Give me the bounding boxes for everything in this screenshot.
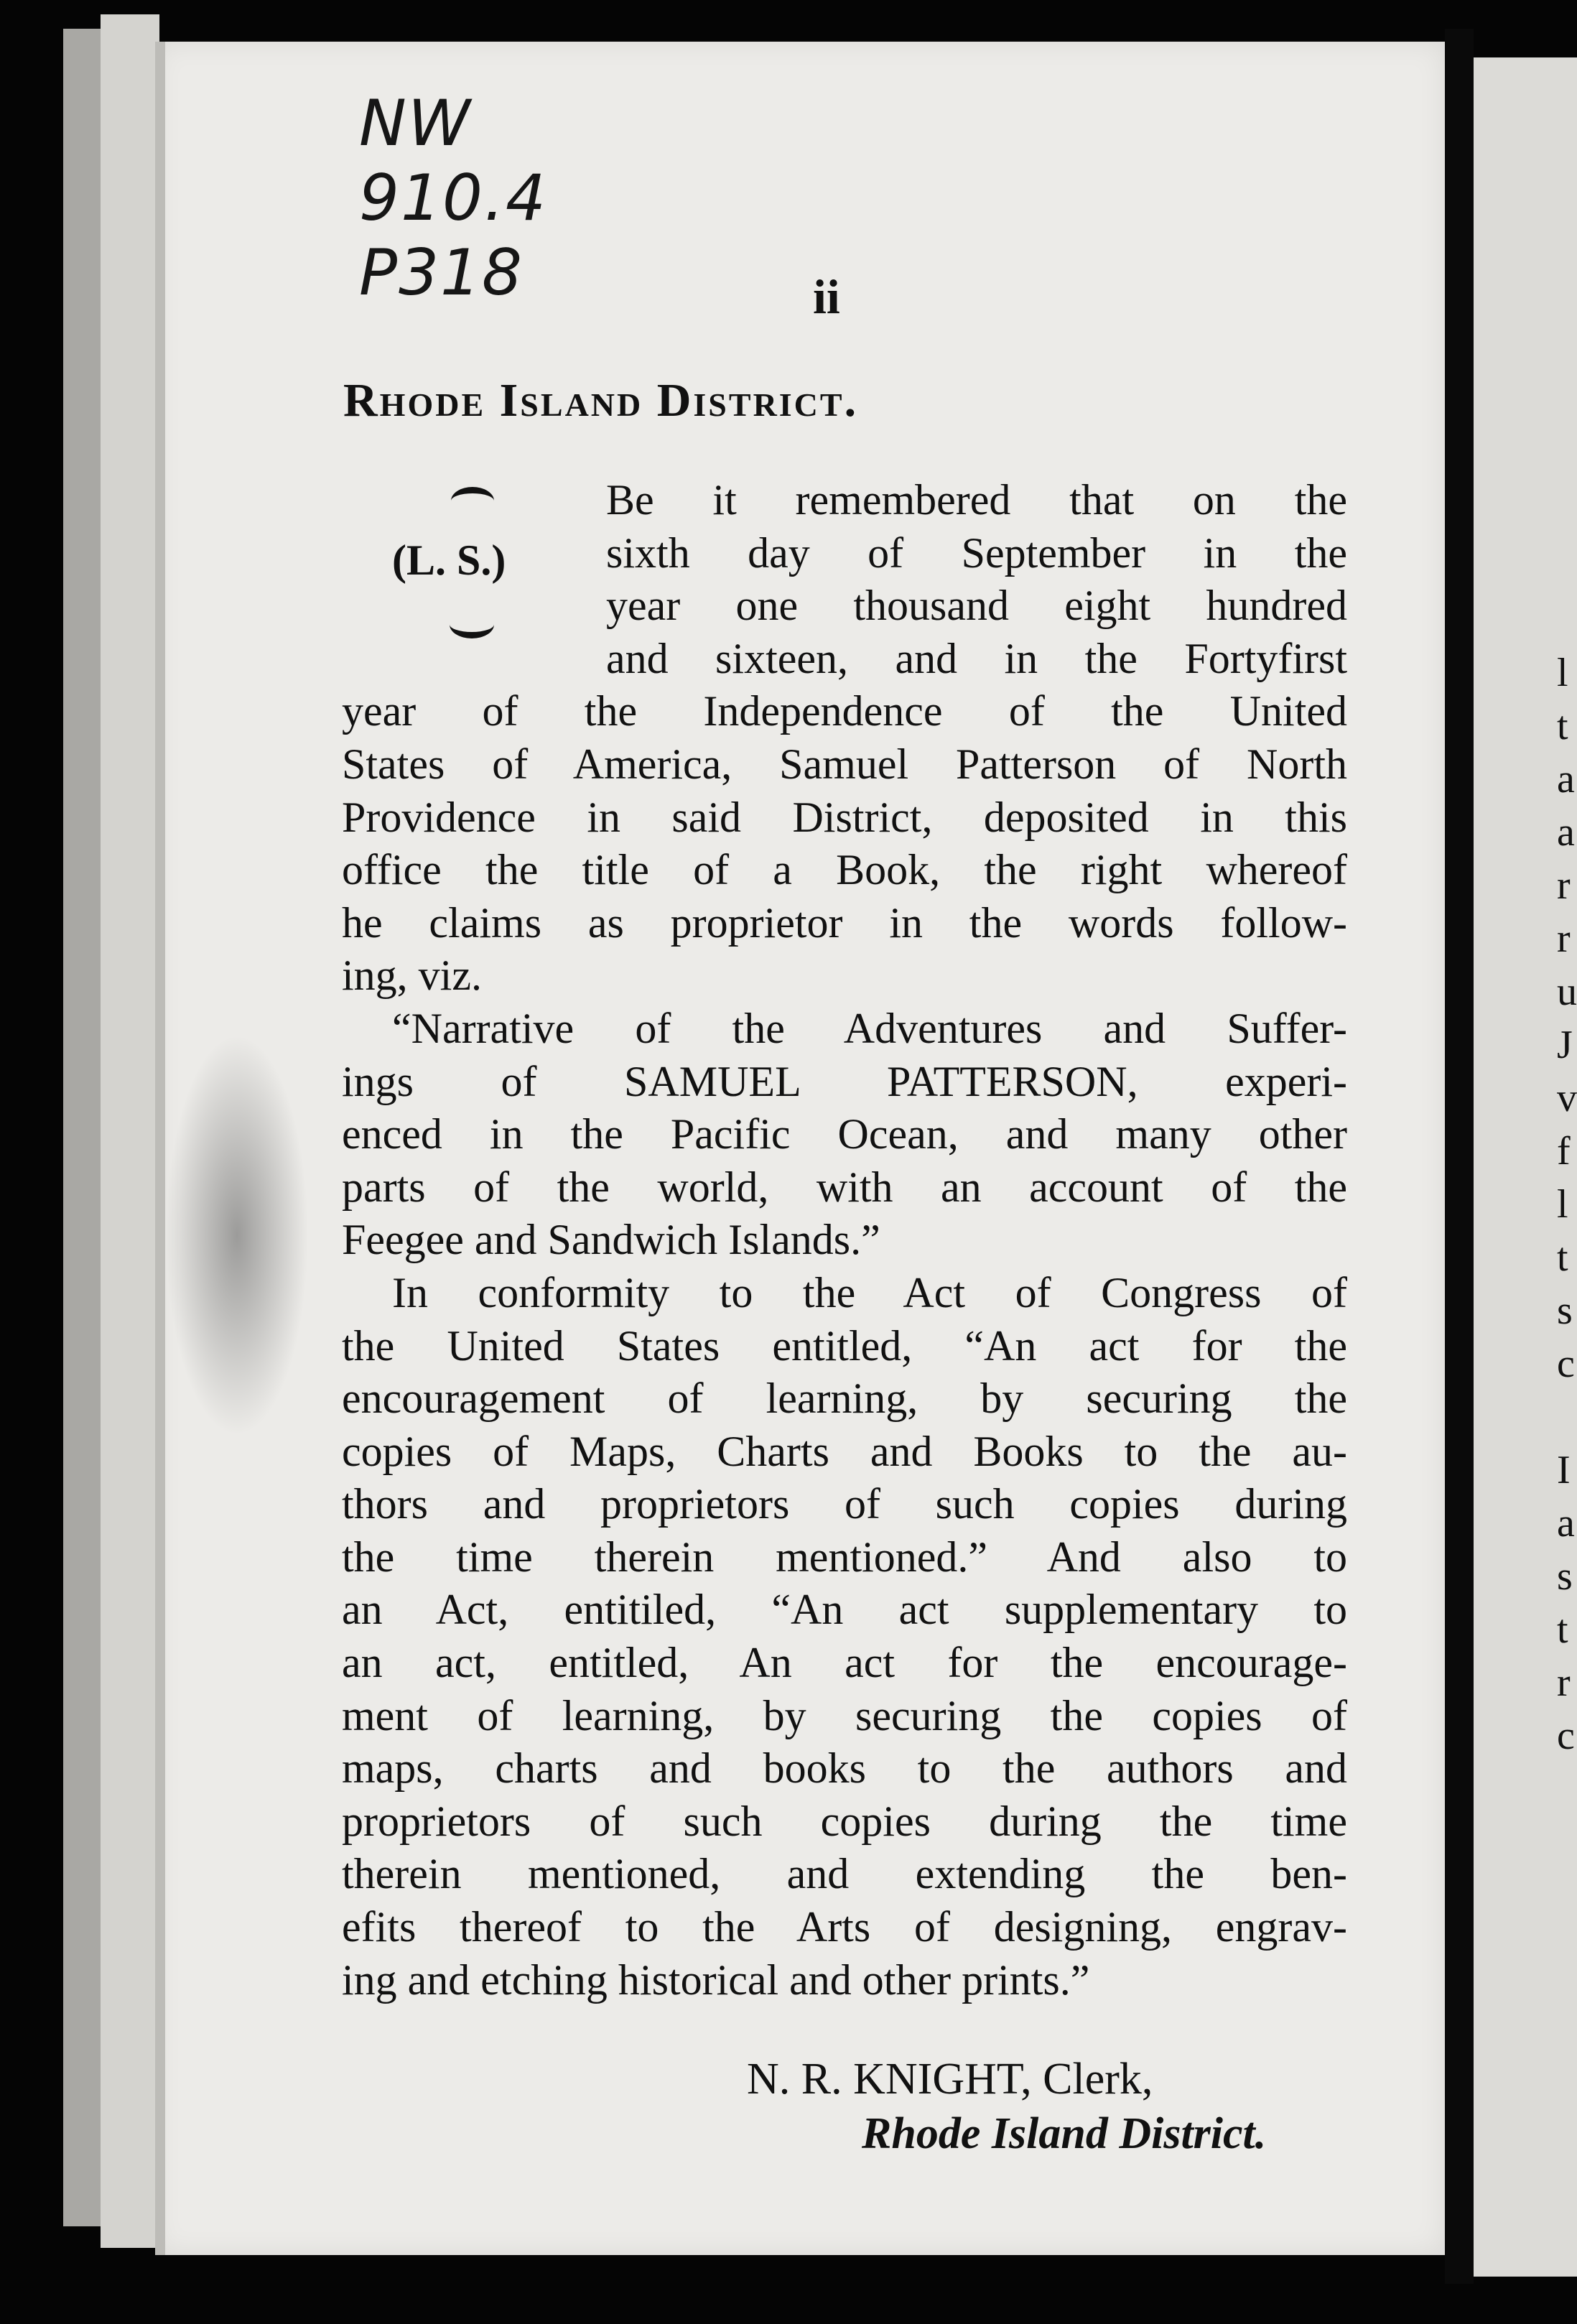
text-line: proprietors of such copies during the time — [342, 1797, 1347, 1845]
left-page-edge-light — [101, 14, 159, 2248]
facing-letter: J — [1557, 1023, 1573, 1067]
shelf-mark-line: 910.4 — [359, 161, 547, 235]
facing-page-text — [1557, 646, 1577, 1762]
text-line: Providence in said District, deposited in this — [342, 793, 1347, 841]
facing-letter: s — [1557, 1554, 1573, 1599]
facing-letter: r — [1557, 1660, 1571, 1705]
facing-letter: I — [1557, 1448, 1571, 1492]
text-line: he claims as proprietor in the words follow- — [342, 898, 1347, 947]
page-edge-shadow — [155, 42, 165, 2255]
text-line: Feegee and Sandwich Islands.” — [342, 1216, 880, 1264]
text-line: encouragement of learning, by securing the — [342, 1375, 1347, 1423]
shelf-mark-line: NW — [359, 86, 472, 160]
text-line: thors and proprietors of such copies during — [342, 1480, 1347, 1528]
facing-letter: v — [1557, 1076, 1577, 1120]
facing-letter: l — [1557, 651, 1568, 695]
text-line: an act, entitled, An act for the encourage- — [342, 1639, 1347, 1687]
facing-letter: a — [1557, 1501, 1575, 1546]
copyright-notice-body — [342, 474, 1347, 2007]
facing-letter: a — [1557, 810, 1575, 855]
facing-letter — [1557, 1390, 1577, 1444]
book-gutter — [1445, 29, 1474, 2284]
page-stain — [165, 1034, 309, 1436]
facing-letter: a — [1557, 757, 1575, 801]
text-line: office the title of a Book, the right whereof — [342, 846, 1347, 894]
facing-letter: l — [1557, 1182, 1568, 1227]
text-line: ment of learning, by securing the copies of — [342, 1691, 1347, 1739]
text-line: ing, viz. — [342, 952, 482, 1000]
text-line: In conformity to the Act of Congress of — [392, 1268, 1347, 1316]
facing-letter: c — [1557, 1714, 1575, 1758]
text-line: enced in the Pacific Ocean, and many other — [342, 1110, 1347, 1158]
text-line: ings of SAMUEL PATTERSON, experi- — [342, 1057, 1347, 1105]
text-line: copies of Maps, Charts and Books to the au- — [342, 1427, 1347, 1475]
facing-letter: r — [1557, 916, 1571, 961]
text-line: parts of the world, with an account of the — [342, 1163, 1347, 1211]
text-line: an Act, entitiled, “An act supplementary to — [342, 1586, 1347, 1634]
text-line: ing and etching historical and other prints.” — [342, 1956, 1090, 2004]
facing-letter: c — [1557, 1342, 1575, 1386]
text-line: “Narrative of the Adventures and Suffer- — [392, 1004, 1347, 1052]
facing-letter: f — [1557, 1129, 1571, 1173]
text-line: States of America, Samuel Patterson of North — [342, 740, 1347, 788]
text-line: and sixteen, and in the Fortyfirst — [606, 634, 1347, 682]
text-line: Be it remembered that on the — [606, 476, 1347, 524]
text-line: the time therein mentioned.” And also to — [342, 1533, 1347, 1581]
shelf-mark-line: P318 — [359, 236, 524, 310]
clerk-signature: N. R. KNIGHT, Clerk, — [747, 2055, 1153, 2104]
text-line: year one thousand eight hundred — [606, 582, 1347, 630]
clerk-district: Rhode Island District. — [862, 2109, 1267, 2158]
facing-letter: t — [1557, 704, 1568, 748]
text-line: the United States entitled, “An act for the — [342, 1321, 1347, 1370]
facing-letter: t — [1557, 1607, 1568, 1652]
seal-label: (L. S.) — [392, 536, 506, 584]
page-number: ii — [813, 269, 840, 324]
text-line: year of the Independence of the United — [342, 687, 1347, 735]
facing-letter: s — [1557, 1288, 1573, 1333]
page-heading: Rhode Island District. — [343, 374, 859, 427]
facing-letter: u — [1557, 970, 1577, 1014]
text-line: sixth day of September in the — [606, 529, 1347, 577]
text-line: efits thereof to the Arts of designing, engrav- — [342, 1903, 1347, 1951]
handwritten-shelf-mark — [359, 86, 547, 310]
text-line: maps, charts and books to the authors and — [342, 1744, 1347, 1793]
text-line: therein mentioned, and extending the ben- — [342, 1850, 1347, 1898]
facing-letter: r — [1557, 863, 1571, 908]
facing-letter: t — [1557, 1235, 1568, 1280]
